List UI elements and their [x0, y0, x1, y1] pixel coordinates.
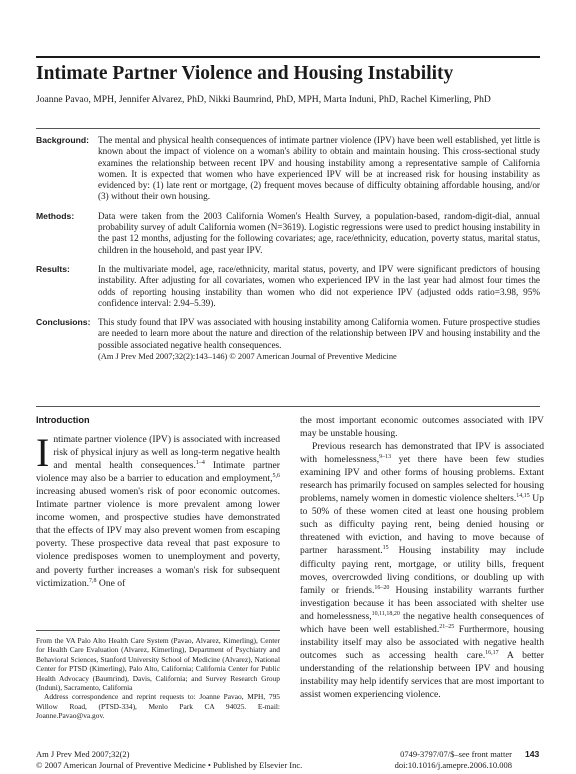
- footnote-rule: [36, 630, 280, 631]
- author-list: Joanne Pavao, MPH, Jennifer Alvarez, PhD, Nikki Baumrind, PhD, MPH, Marta Induni, PhD, Rachel Kimerling, PhD: [36, 94, 491, 105]
- abstract-text: In the multivariate model, age, race/ethnicity, marital status, poverty, and IPV were significant predictors of housing instability. After adjusting for all covariates, women who experienced IPV in the last year had almost four times the odds of reporting housing instability than women who did not experience IPV (adjusted odds ratio=3.98, 95% confidence interval: 2.94–5.39).: [98, 263, 540, 308]
- intro-paragraph-2: Previous research has demonstrated that IPV is associated with homelessness,$^{9-13}$ yet there have been few studies examining IPV and other forms of housing problems. Extant research has primarily focused on samples selected for housing problems, namely women in domestic violence shelters.$^{14,15}$ Up to 50% of these women cited at least one housing problem such as difficulty paying rent, being denied housing or threatened with eviction, and having to move because of partner harassment.$^{15}$ Housing instability may include difficulty paying rent, mortgage, or utility bills, frequent moves, overcrowded living conditions, or doubling up with family or friends.$^{16-20}$ Housing instability warrants further investigation because it has been associated with shelter use and homelessness,$^{10,11,18,20}$ the negative health consequences of which have been well established.$^{21-25}$ Furthermore, housing instability itself may also be associated with negative health outcomes such as accessing health care.$^{16,17}$ A better understanding of the relationship between IPV and housing instability may help identify services that are most important to assist women experiencing violence.: [300, 441, 544, 700]
- reference-marker: 16–20: [374, 584, 390, 591]
- abstract-text: Data were taken from the 2003 California Women's Health Survey, a population-based, random-digit-dial, annual probability survey of adult California women (N=3619). Logistic regressions were used to predict housing instability in the past 12 months, adjusting for the following covariates; age, race/ethnicity, education, poverty status, marital status, children in the household, and past year IPV.: [98, 210, 540, 255]
- abstract-label: Methods:: [36, 210, 75, 221]
- reference-marker: 15: [382, 545, 389, 552]
- abstract-conclusions: [36, 317, 540, 351]
- reference-marker: 1–4: [195, 459, 205, 466]
- author-footnote: [36, 636, 280, 721]
- reference-marker: 7,8: [89, 577, 97, 584]
- affiliations: From the VA Palo Alto Health Care System (Pavao, Alvarez, Kimerling), Center for Health Care Evaluation (Alvarez, Kimerling), Department of Psychiatry and Behavioral Sciences, Stanford University School of Medicine (Alvarez), National Center for PTSD (Kimerling), Palo Alto, California; California Center for Public Health Advocacy (Baumrind), Davis, California; and Survey Research Group (Induni), Sacramento, California: [36, 636, 280, 693]
- abstract-text: The mental and physical health consequences of intimate partner violence (IPV) have been well established, yet little is known about the impact of violence on a woman's ability to obtain and maintain housing. This cross-sectional study examines the relationship between recent IPV and housing instability among a representative sample of California women. It is expected that women who have experienced IPV will be at increased risk for housing instability as evidenced by: (1) late rent or mortgage, (2) frequent moves because of difficulty obtaining affordable housing, and/or (3) without their own housing.: [98, 135, 540, 202]
- abstract-label: Results:: [36, 263, 70, 274]
- abstract-bottom-divider: [36, 406, 540, 407]
- copyright-line: © 2007 American Journal of Preventive Medicine • Published by Elsevier Inc.: [36, 759, 303, 770]
- reference-marker: 21–25: [439, 623, 455, 630]
- abstract-text: This study found that IPV was associated with housing instability among California women. Future prospective studies are needed to learn more about the nature and direction of the relationship between IPV and housing instability and the possible associated negative health consequences.: [98, 317, 540, 350]
- abstract-label: Background:: [36, 135, 89, 145]
- right-column: [300, 414, 544, 701]
- drop-cap: I: [36, 430, 50, 476]
- journal-issue: Am J Prev Med 2007;32(2): [36, 749, 130, 759]
- top-rule: [36, 56, 540, 58]
- abstract-results: [36, 264, 540, 309]
- reference-marker: 14,15: [516, 493, 530, 500]
- abstract-background: [36, 135, 540, 203]
- reference-marker: 9–13: [379, 453, 392, 460]
- reference-marker: 10,11,18,20: [371, 610, 400, 617]
- doi-line: doi:10.1016/j.amepre.2006.10.008: [394, 759, 512, 770]
- page-number: 143: [525, 749, 540, 759]
- journal-citation: (Am J Prev Med 2007;32(2):143–146) © 2007 American Journal of Preventive Medicine: [98, 352, 397, 362]
- reference-marker: 5,6: [272, 473, 280, 479]
- correspondence: Address correspondence and reprint requests to: Joanne Pavao, MPH, 795 Willow Road, (PTSD-334), Menlo Park CA 94025. E-mail: Joanne.Pavao@va.gov.: [36, 692, 280, 721]
- reference-marker: 16,17: [485, 649, 499, 656]
- left-column: [36, 414, 280, 590]
- section-heading: Introduction: [36, 415, 90, 425]
- article-title: Intimate Partner Violence and Housing Instability: [36, 63, 454, 84]
- footer-right: [352, 749, 512, 770]
- intro-paragraph-1-continued: the most important economic outcomes associated with IPV may be unstable housing.: [300, 415, 544, 440]
- footer-left: [36, 749, 302, 770]
- intro-paragraph-1: Intimate partner violence (IPV) is associated with increased risk of physical injury as well as long-term negative health and mental health consequences.$^{1-4}$ Intimate partner violence may also be a barrier to education and employment,$^{5,6}$ increasing abused women's risk of poor economic outcomes. Intimate partner violence is more prevalent among lower income women, and prospective studies have demonstrated that the effects of IPV may also prevent women from escaping poverty. These prospective data reveal that past exposure to violence predisposes women to unemployment and poverty, and poverty further increases a woman's risk for subsequent victimization.$^{7,8}$ One of: [36, 430, 280, 589]
- abstract: [36, 135, 540, 362]
- abstract-label: Conclusions:: [36, 317, 91, 328]
- issn-line: 0749-3797/07/$–see front matter: [400, 749, 512, 759]
- abstract-top-divider: [36, 128, 540, 129]
- abstract-methods: [36, 211, 540, 256]
